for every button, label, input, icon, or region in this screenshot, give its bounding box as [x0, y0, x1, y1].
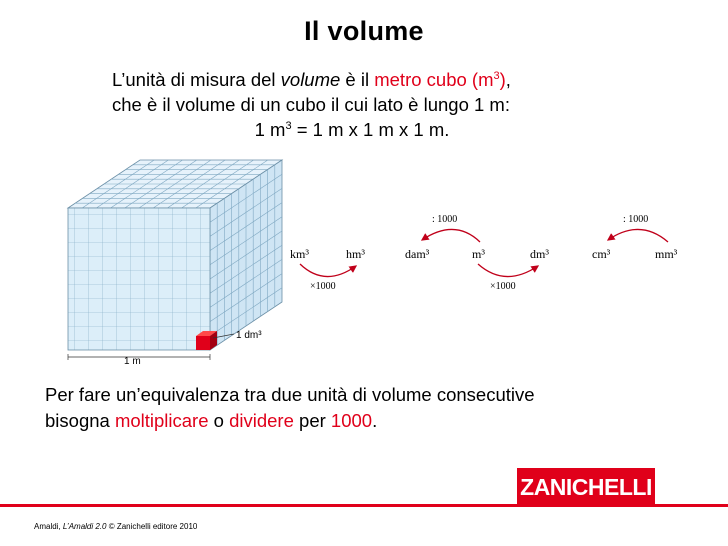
divide-label-1: : 1000 — [432, 214, 458, 225]
multiply-label-1: ×1000 — [310, 281, 336, 292]
intro-line-1 — [112, 67, 592, 92]
divide-arrow-2 — [608, 229, 668, 242]
unit-cube-label: 1 dm³ — [236, 330, 262, 341]
logo-rule-line — [0, 504, 728, 507]
divide-arrow-1 — [422, 229, 480, 242]
intro-comma: , — [505, 69, 511, 90]
rule-line-1: Per fare un’equivalenza tra due unità di volume consecutive — [45, 384, 535, 405]
unit-mm3: mm³ — [655, 247, 678, 261]
page-title: Il volume — [304, 16, 424, 46]
factor-value: 1000 — [330, 410, 373, 431]
formula-exponent: 3 — [285, 120, 292, 132]
cube-front-face — [68, 208, 210, 350]
intro-text-a: L’unità di misura del — [112, 69, 281, 90]
unit-labels — [290, 247, 678, 261]
multiply-arrow-2 — [478, 264, 538, 277]
footer-author: Amaldi, — [34, 522, 63, 531]
formula-left: 1 m — [254, 119, 286, 140]
multiply-word: moltiplicare — [114, 410, 209, 431]
cube-illustration — [60, 158, 300, 368]
unit-name-close: ) — [499, 69, 506, 90]
intro-text-b: è il — [340, 69, 375, 90]
footer-credit — [34, 522, 197, 531]
unit-hm3: hm³ — [346, 247, 365, 261]
unit-km3: km³ — [290, 247, 309, 261]
multiply-arrow-1 — [300, 264, 356, 277]
unit-cm3: cm³ — [592, 247, 611, 261]
unit-dam3: dam³ — [405, 247, 430, 261]
divide-label-2: : 1000 — [623, 214, 649, 225]
unit-cube-dm3 — [196, 331, 217, 350]
unit-dm3: dm³ — [530, 247, 549, 261]
footer-book: L’Amaldi 2.0 — [62, 522, 107, 531]
unit-name-exponent: 3 — [493, 70, 500, 82]
unit-name — [374, 69, 506, 90]
volume-word: volume — [280, 69, 341, 90]
multiply-label-2: ×1000 — [490, 281, 516, 292]
divide-word: dividere — [229, 410, 294, 431]
unit-conversion-diagram — [280, 200, 700, 300]
intro-line-3 — [112, 117, 592, 142]
intro-line-2: che è il volume di un cubo il cui lato è lungo 1 m: — [112, 94, 510, 115]
intro-text — [112, 67, 592, 142]
footer-copyright: © Zanichelli editore 2010 — [106, 522, 198, 531]
rule-text-b: o — [208, 410, 230, 431]
formula-right: = 1 m x 1 m x 1 m. — [291, 119, 450, 140]
publisher-logo: ZANICHELLI — [517, 468, 655, 506]
rule-line-2 — [45, 408, 715, 434]
rule-text-c: per — [293, 410, 331, 431]
rule-period: . — [372, 410, 378, 431]
unit-m3: m³ — [472, 247, 485, 261]
equivalence-rule — [45, 382, 715, 434]
rule-text-a: bisogna — [45, 410, 115, 431]
side-label: 1 m — [124, 356, 141, 367]
unit-name-text: metro cubo (m — [374, 69, 494, 90]
